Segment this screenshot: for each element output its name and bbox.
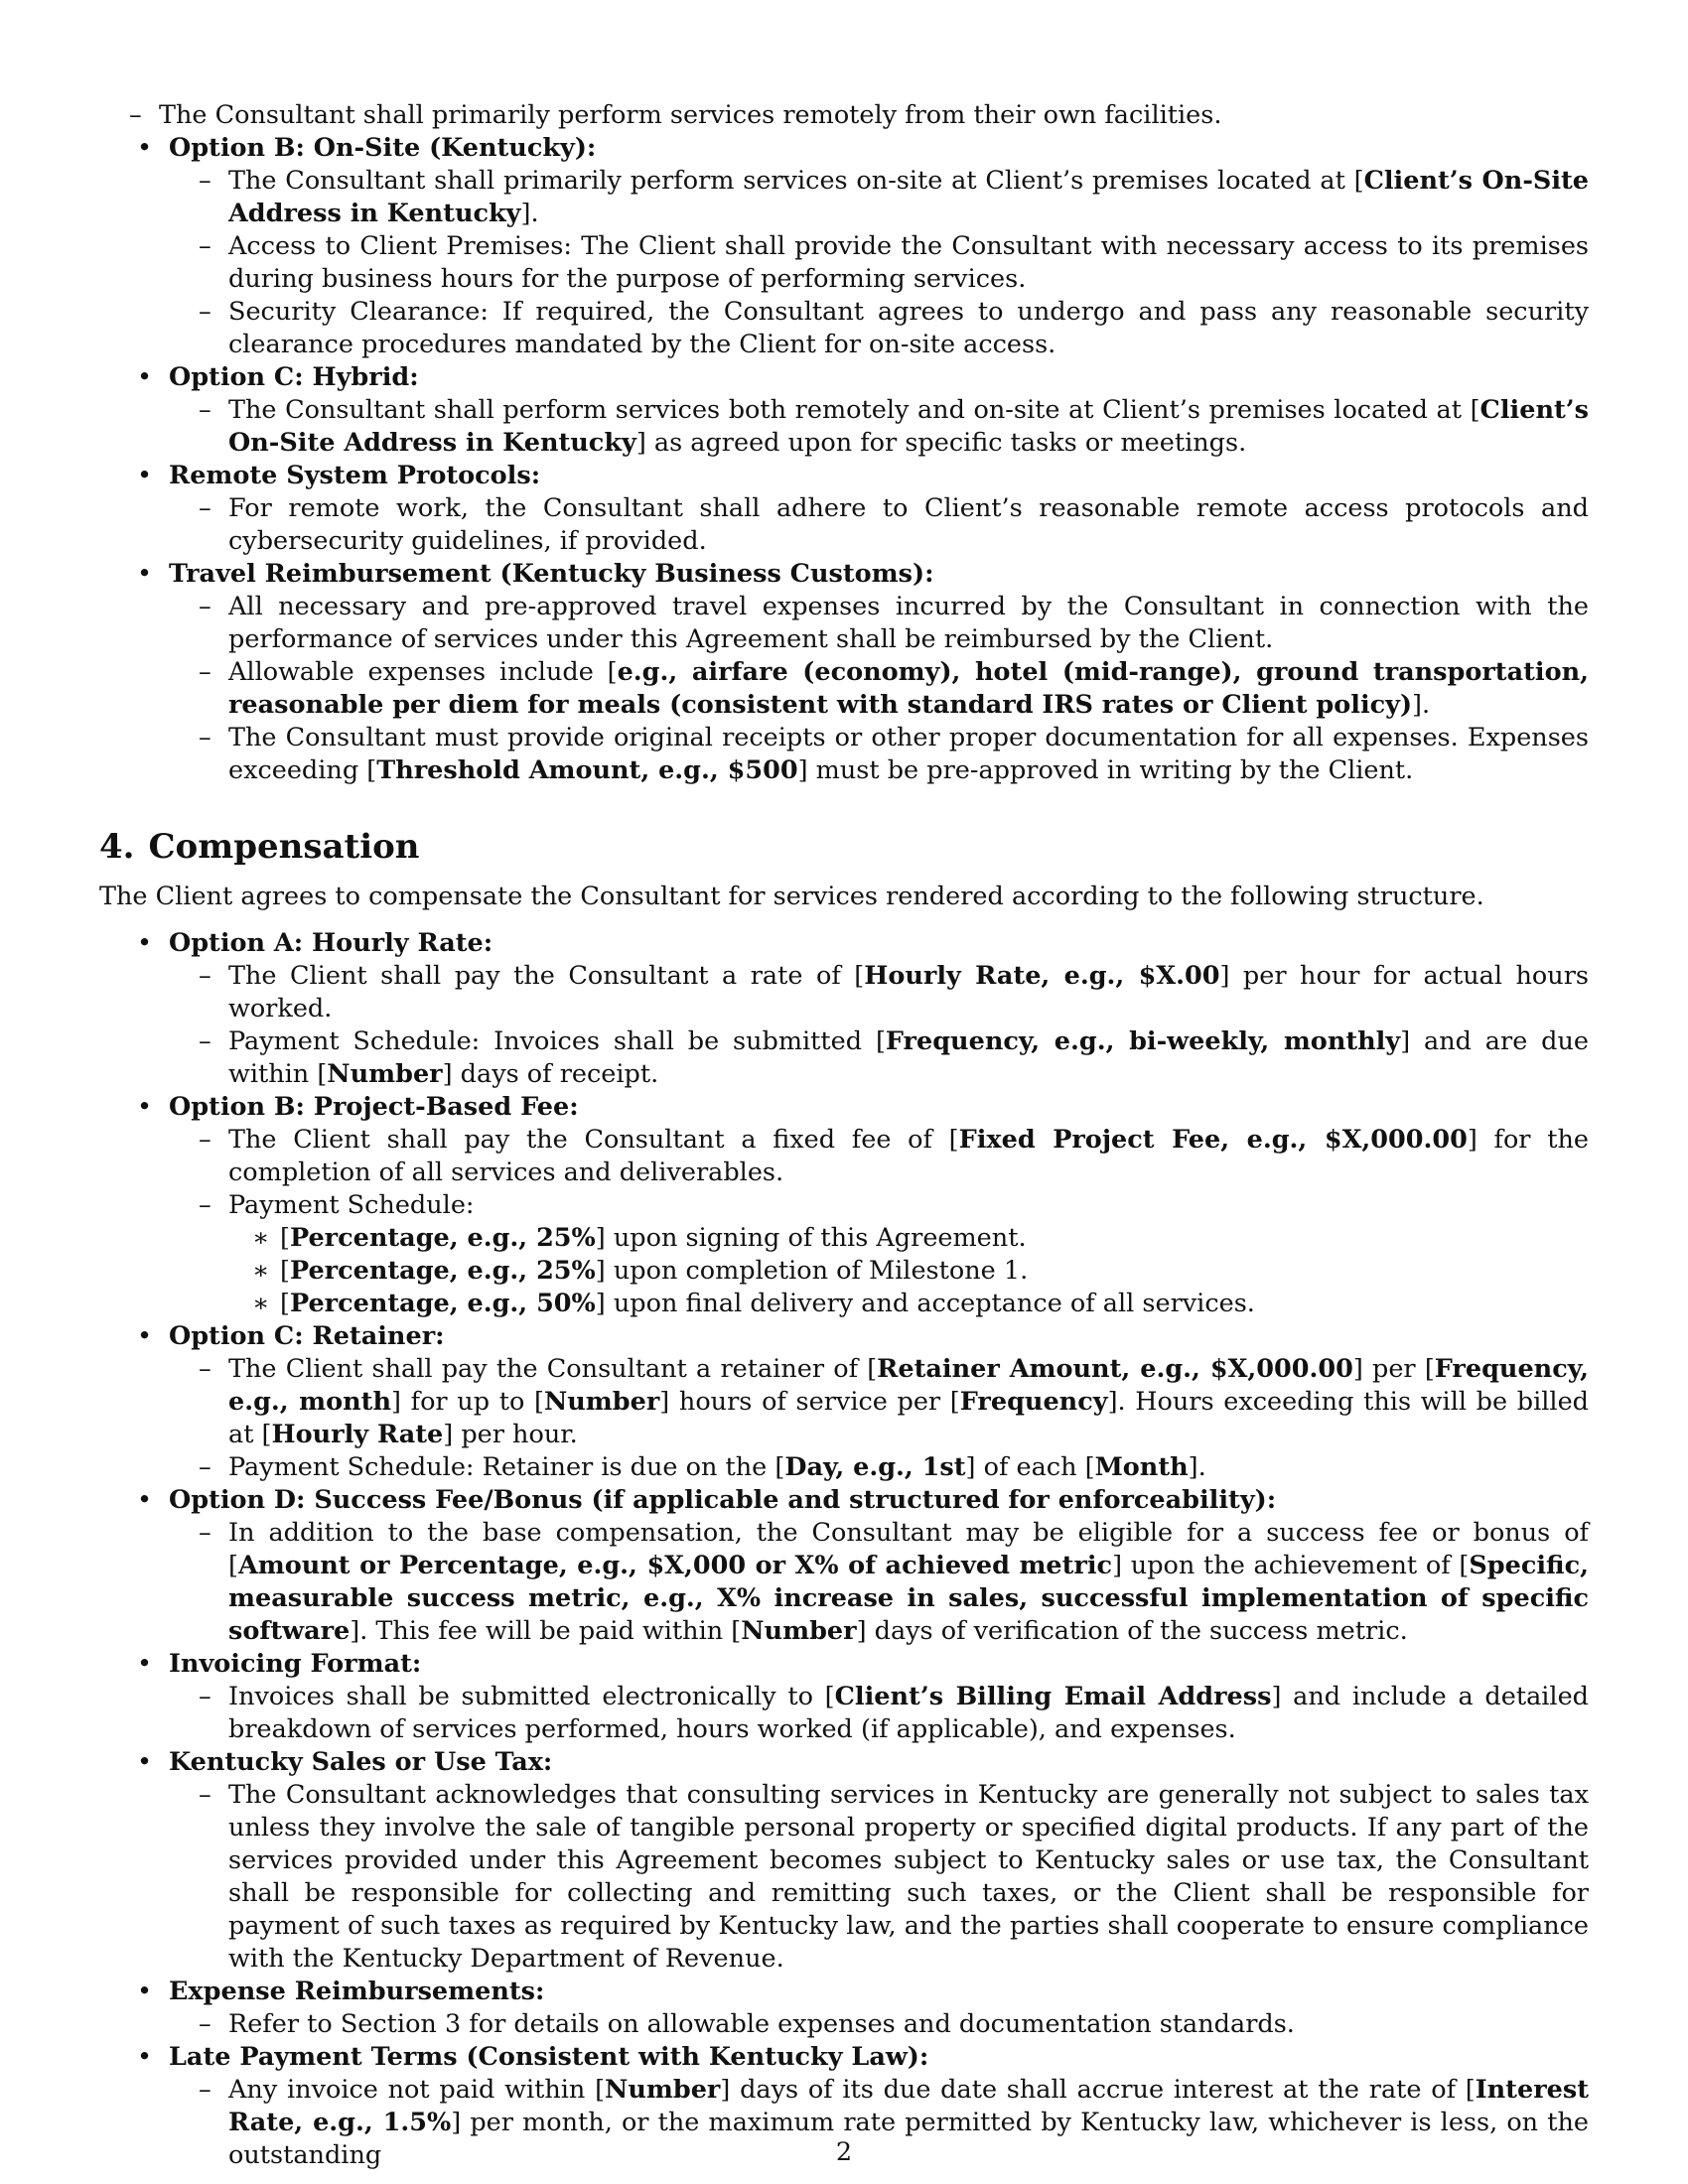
list-item [99, 927, 1589, 1091]
compensation-option-list [99, 927, 1589, 2172]
item-label: Option A: Hourly Rate: [169, 928, 493, 958]
sub-item [169, 1025, 1589, 1091]
sub-item [169, 1124, 1589, 1189]
text-run: Security Clearance: If required, the Consultant agrees to undergo and pass any reasonable security clearance procedures mandated by the Client for on-site access. [228, 297, 1589, 359]
item-label: Invoicing Format: [169, 1649, 422, 1679]
sub-item [169, 492, 1589, 558]
sub-item [169, 656, 1589, 722]
sub-item [169, 722, 1589, 787]
text-run: For remote work, the Consultant shall adhere to Client’s reasonable remote access protocols and cybersecurity guidelines, if provided. [228, 493, 1589, 556]
text-run: ] of each [ [965, 1452, 1095, 1482]
sub-item [169, 1779, 1589, 1976]
placeholder-field: Client’s On-Site Address in Kentucky [228, 395, 1589, 458]
placeholder-field: Percentage, e.g., 25% [289, 1256, 596, 1286]
sub-sub-item [228, 1255, 1589, 1288]
sub-item [169, 960, 1589, 1025]
placeholder-field: Number [741, 1616, 857, 1646]
text-run: ] hours of service per [ [659, 1387, 960, 1417]
list-item [99, 132, 1589, 361]
placeholder-field: e.g., airfare (economy), hotel (mid-range), ground transportation, reasonable per diem for meals (consistent with standard IRS rates or Client policy) [228, 657, 1589, 720]
list-item [99, 361, 1589, 460]
sub-item [169, 1189, 1589, 1320]
text-run: ] and include a detailed breakdown of services performed, hours worked (if applicable), and expenses. [228, 1682, 1589, 1744]
text-run: ] days of receipt. [442, 1059, 659, 1089]
text-run: ] per [ [1352, 1354, 1435, 1384]
text-run: The Consultant acknowledges that consulting services in Kentucky are generally not subject to sales tax unless they involve the sale of tangible personal property or specified digital products. If any part of the services provided under this Agreement becomes subject to Kentucky sales or use tax, the Consultant shall be responsible for collecting and remitting such taxes, or the Client shall be responsible for payment of such taxes as required by Kentucky law, and the parties shall cooperate to ensure compliance with the Kentucky Department of Revenue. [228, 1780, 1589, 1974]
list-item [99, 1091, 1589, 1320]
placeholder-field: Day, e.g., 1st [784, 1452, 966, 1482]
text-run: [ [280, 1223, 290, 1253]
text-run: ] and are due within [ [228, 1026, 1589, 1089]
text-run: ] per hour. [443, 1420, 578, 1449]
sub-item [169, 2008, 1589, 2041]
text-run: Any invoice not paid within [ [228, 2075, 606, 2105]
item-label: Option B: On-Site (Kentucky): [169, 133, 597, 163]
sub-sub-list [228, 1222, 1589, 1320]
text-run: ] upon the achievement of [ [1112, 1551, 1470, 1580]
section-intro: The Client agrees to compensate the Consultant for services rendered according to the following structure. [99, 882, 1484, 911]
item-label: Remote System Protocols: [169, 461, 541, 490]
text-run: ] per month, or the maximum rate permitted by Kentucky law, whichever is less, on the outstanding [228, 2108, 1589, 2170]
placeholder-field: Retainer Amount, e.g., $X,000.00 [877, 1354, 1353, 1384]
item-label: Travel Reimbursement (Kentucky Business Customs): [169, 559, 934, 589]
text-run: ]. [520, 199, 539, 228]
sub-list [169, 1681, 1589, 1746]
section-number: 4. [99, 827, 135, 867]
text-run: ]. [1412, 690, 1431, 720]
placeholder-field: Fixed Project Fee, e.g., $X,000.00 [958, 1125, 1468, 1155]
text-run: ] as agreed upon for specific tasks or meetings. [635, 428, 1247, 458]
list-item [99, 460, 1589, 558]
text-run: ] days of its due date shall accrue interest at the rate of [ [720, 2075, 1476, 2105]
text-run: The Consultant shall perform services both remotely and on-site at Client’s premises located at [ [228, 395, 1480, 425]
section-heading [99, 827, 1589, 867]
page-number: 2 [835, 2137, 853, 2167]
placeholder-field: Number [327, 1059, 443, 1089]
sub-list [169, 2008, 1589, 2041]
sub-list [169, 492, 1589, 558]
sub-item [169, 591, 1589, 656]
sub-item [169, 1451, 1589, 1484]
item-label: Option B: Project-Based Fee: [169, 1092, 579, 1122]
sub-list [169, 960, 1589, 1091]
sub-item [169, 1681, 1589, 1746]
sub-sub-item [228, 1222, 1589, 1255]
placeholder-field: Hourly Rate, e.g., $X.00 [864, 961, 1220, 991]
continued-sublist [99, 99, 1589, 132]
list-item [99, 1976, 1589, 2041]
item-label: Expense Reimbursements: [169, 1977, 545, 2006]
item-label: Late Payment Terms (Consistent with Kentucky Law): [169, 2042, 929, 2072]
placeholder-field: Frequency [959, 1387, 1108, 1417]
sub-item [169, 296, 1589, 361]
placeholder-field: Percentage, e.g., 25% [289, 1223, 596, 1253]
document-page [99, 99, 1589, 2172]
sub-item [169, 394, 1589, 460]
placeholder-field: Number [543, 1387, 660, 1417]
placeholder-field: Percentage, e.g., 50% [289, 1289, 596, 1318]
text-run: ] upon completion of Milestone 1. [595, 1256, 1029, 1286]
sub-list [169, 1517, 1589, 1648]
sub-list [169, 1779, 1589, 1976]
text-run: The Client shall pay the Consultant a fixed fee of [ [228, 1125, 959, 1155]
placeholder-field: Month [1094, 1452, 1189, 1482]
placeholder-field: Frequency, e.g., month [228, 1354, 1589, 1417]
text-run: ] days of verification of the success metric. [856, 1616, 1408, 1646]
placeholder-field: Threshold Amount, e.g., $500 [376, 755, 798, 785]
placeholder-field: Frequency, e.g., bi-weekly, monthly [885, 1026, 1401, 1056]
text-run: The Client shall pay the Consultant a retainer of [ [228, 1354, 878, 1384]
text-run: ] for up to [ [391, 1387, 544, 1417]
text-run: Payment Schedule: Retainer is due on the [ [228, 1452, 785, 1482]
placeholder-field: Client’s Billing Email Address [834, 1682, 1272, 1711]
item-label: Option C: Retainer: [169, 1321, 445, 1351]
list-item [99, 1484, 1589, 1648]
text-run: The Consultant must provide original receipts or other proper documentation for all expenses. Expenses exceeding [ [228, 723, 1589, 785]
text-run: Allowable expenses include [ [228, 657, 618, 687]
sub-item: – The Consultant shall primarily perform services remotely from their own facilities. [99, 99, 1589, 132]
text-run: ] upon signing of this Agreement. [595, 1223, 1027, 1253]
text-run: The Consultant shall primarily perform services on-site at Client’s premises located at [ [228, 166, 1364, 196]
section-title: Compensation [148, 827, 420, 867]
placeholder-field: Amount or Percentage, e.g., $X,000 or X% of achieved metric [237, 1551, 1113, 1580]
sub-item [169, 1353, 1589, 1451]
text-run: In addition to the base compensation, the Consultant may be eligible for a success fee or bonus of [ [228, 1518, 1589, 1580]
top-option-list [99, 132, 1589, 787]
placeholder-field: Client’s On-Site Address in Kentucky [228, 166, 1590, 228]
text-run: ]. This fee will be paid within [ [350, 1616, 742, 1646]
sub-list [169, 591, 1589, 787]
item-label: Option C: Hybrid: [169, 362, 419, 392]
text-run: [ [280, 1289, 290, 1318]
sub-item [169, 1517, 1589, 1648]
text-run: The Client shall pay the Consultant a rate of [ [228, 961, 865, 991]
item-label: Option D: Success Fee/Bonus (if applicable and structured for enforceability): [169, 1485, 1277, 1515]
text-run: Payment Schedule: [228, 1190, 475, 1220]
list-item [99, 1320, 1589, 1484]
placeholder-field: Hourly Rate [271, 1420, 444, 1449]
text-run: ] upon final delivery and acceptance of all services. [595, 1289, 1255, 1318]
sub-list [169, 165, 1589, 361]
placeholder-field: Interest Rate, e.g., 1.5% [228, 2075, 1589, 2137]
text-run: Refer to Section 3 for details on allowable expenses and documentation standards. [228, 2009, 1295, 2039]
text-run: ]. [1188, 1452, 1206, 1482]
text-run: Payment Schedule: Invoices shall be submitted [ [228, 1026, 886, 1056]
text-run: Invoices shall be submitted electronically to [ [228, 1682, 835, 1711]
placeholder-field: Specific, measurable success metric, e.g., X% increase in sales, successful implementation of specific software [228, 1551, 1589, 1646]
sub-sub-item [228, 1288, 1589, 1320]
sub-list [169, 394, 1589, 460]
text-run: ]. Hours exceeding this will be billed at [ [228, 1387, 1589, 1449]
placeholder-field: Number [605, 2075, 721, 2105]
text-run: ] for the completion of all services and deliverables. [228, 1125, 1589, 1187]
text-run: ] must be pre-approved in writing by the Client. [797, 755, 1414, 785]
text-run: Access to Client Premises: The Client shall provide the Consultant with necessary access to its premises during business hours for the purpose of performing services. [228, 231, 1589, 294]
sub-item [169, 230, 1589, 296]
list-item [99, 1746, 1589, 1976]
item-label: Kentucky Sales or Use Tax: [169, 1747, 553, 1777]
sub-list [169, 1124, 1589, 1320]
text-run: ] per hour for actual hours worked. [228, 961, 1589, 1024]
text-run: [ [280, 1256, 290, 1286]
list-item [99, 558, 1589, 787]
sub-list [169, 1353, 1589, 1484]
list-item [99, 1648, 1589, 1746]
text-run: All necessary and pre-approved travel expenses incurred by the Consultant in connection with the performance of services under this Agreement shall be reimbursed by the Client. [228, 592, 1589, 654]
sub-item [169, 165, 1589, 230]
